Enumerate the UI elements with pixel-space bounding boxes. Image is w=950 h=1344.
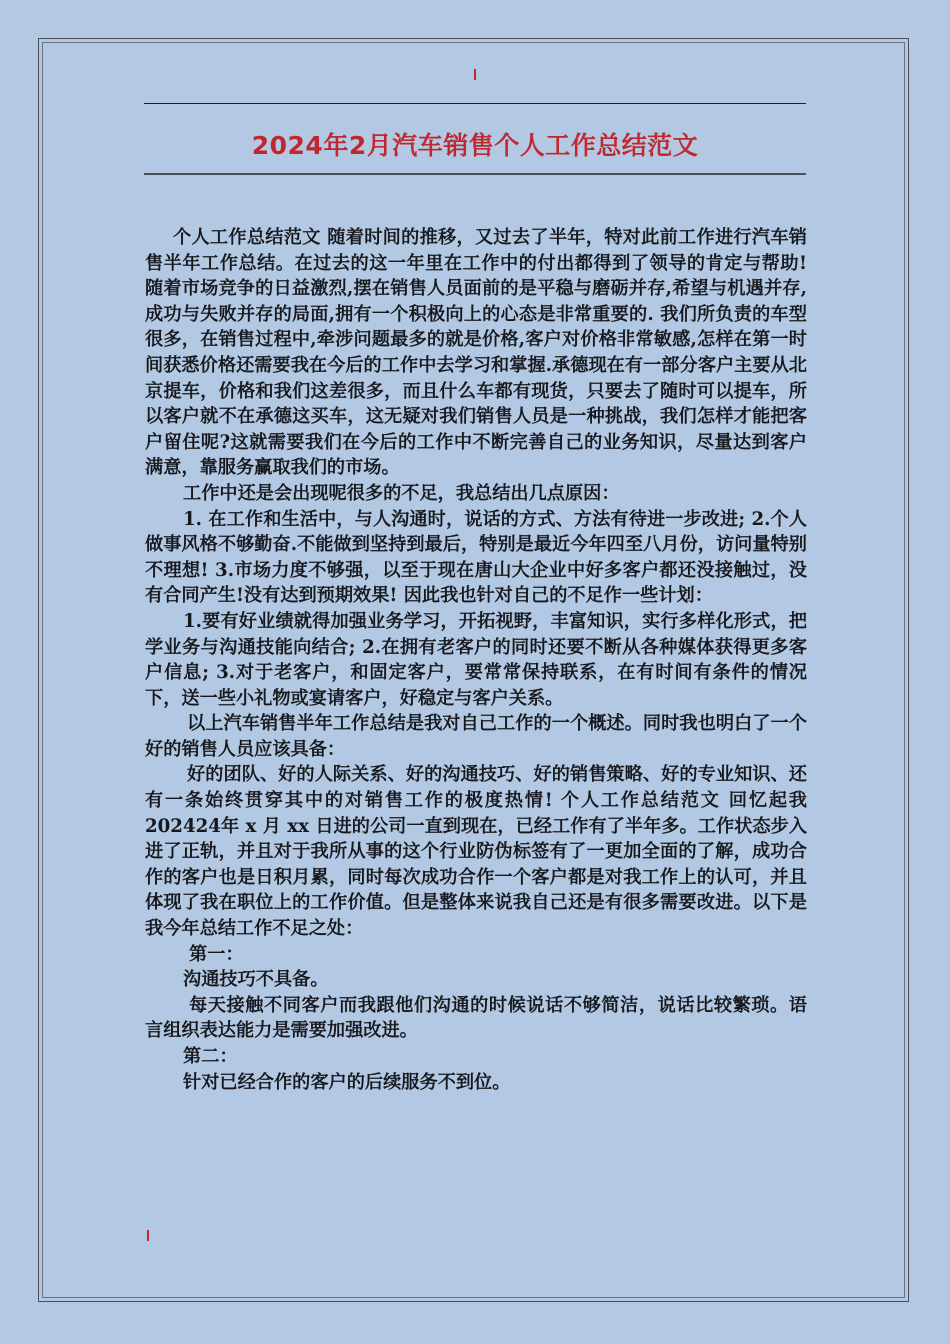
point-communication: 沟通技巧不具备。 — [183, 969, 329, 991]
heading-first: 第一： — [189, 943, 244, 965]
document-title: 2024年2月汽车销售个人工作总结范文 — [251, 131, 699, 160]
footer-cursor-mark — [147, 1230, 149, 1241]
header-cursor-mark — [474, 69, 476, 80]
paragraph-intro: 个人工作总结范文 随着时间的推移，又过去了半年，特对此前工作进行汽车销售半年工作总结。在过去的这一年里在工作中的付出都得到了领导的肯定与帮助! 随着市场竞争的日益激烈,摆在销售人员面前的是平稳与磨砺并存,希望与机遇并存,成功与失败并存的局面,拥有一个积极向上的心态是非常重要的. 我们所负责的车型很多，在销售过程中,牵涉问题最多的就是价格,客户对价格非常敏感,怎样在第一时间获悉价格还需要我在今后的工作中去学习和掌握.承德现在有一部分客户主要从北京提车，价格和我们这差很多，而且什么车都有现货，只要去了随时可以提车，所以客户就不在承德这买车，这无疑对我们销售人员是一种挑战，我们怎样才能把客户留住呢?这就需要我们在今后的工作中不断完善自己的业务知识，尽量达到客户满意，靠服务赢取我们的市场。 — [145, 227, 807, 479]
document-body — [145, 225, 807, 1095]
paragraph-reasons: 1. 在工作和生活中，与人沟通时，说话的方式、方法有待进一步改进; 2.个人做事风格不够勤奋.不能做到坚持到最后，特别是最近今年四至八月份，访问量特别不理想! 3.市场力度不够强，以至于现在唐山大企业中好多客户都还没接触过，没有合同产生!没有达到预期效果! 因此我也针对自己的不足作一些计划： — [145, 508, 807, 607]
paragraph-overview: 以上汽车销售半年工作总结是我对自己工作的一个概述。同时我也明白了一个好的销售人员应该具备： — [145, 713, 807, 760]
point-after-service: 针对已经合作的客户的后续服务不到位。 — [183, 1071, 511, 1093]
header-rule-bottom — [144, 173, 806, 175]
paragraph-shortcomings: 工作中还是会出现呢很多的不足，我总结出几点原因： — [183, 482, 620, 504]
heading-second: 第二： — [183, 1046, 238, 1067]
paragraph-plans: 1.要有好业绩就得加强业务学习，开拓视野，丰富知识，实行多样化形式，把学业务与沟通技能向结合; 2.在拥有老客户的同时还要不断从各种媒体获得更多客户信息; 3.对于老客户，和固定客户，要常常保持联系，在有时间有条件的情况下，送一些小礼物或宴请客户，好稳定与客户关系。 — [145, 610, 807, 709]
paragraph-qualities: 好的团队、好的人际关系、好的沟通技巧、好的销售策略、好的专业知识、还有一条始终贯穿其中的对销售工作的极度热情! 个人工作总结范文 回忆起我202424年 x 月 xx 日进的公司一直到现在，已经工作有了半年多。工作状态步入进了正轨，并且对于我所从事的这个行业防伪标签有了一更加全面的了解，成功合作的客户也是日积月累，同时每次成功合作一个客户都是对我工作上的认可，并且体现了我在职位上的工作价值。但是整体来说我自己还是有很多需要改进。以下是我今年总结工作不足之处： — [145, 764, 807, 940]
header-rule-top — [144, 103, 806, 104]
paragraph-communication-detail: 每天接触不同客户而我跟他们沟通的时候说话不够简洁，说话比较繁琐。语言组织表达能力是需要加强改进。 — [145, 994, 807, 1042]
